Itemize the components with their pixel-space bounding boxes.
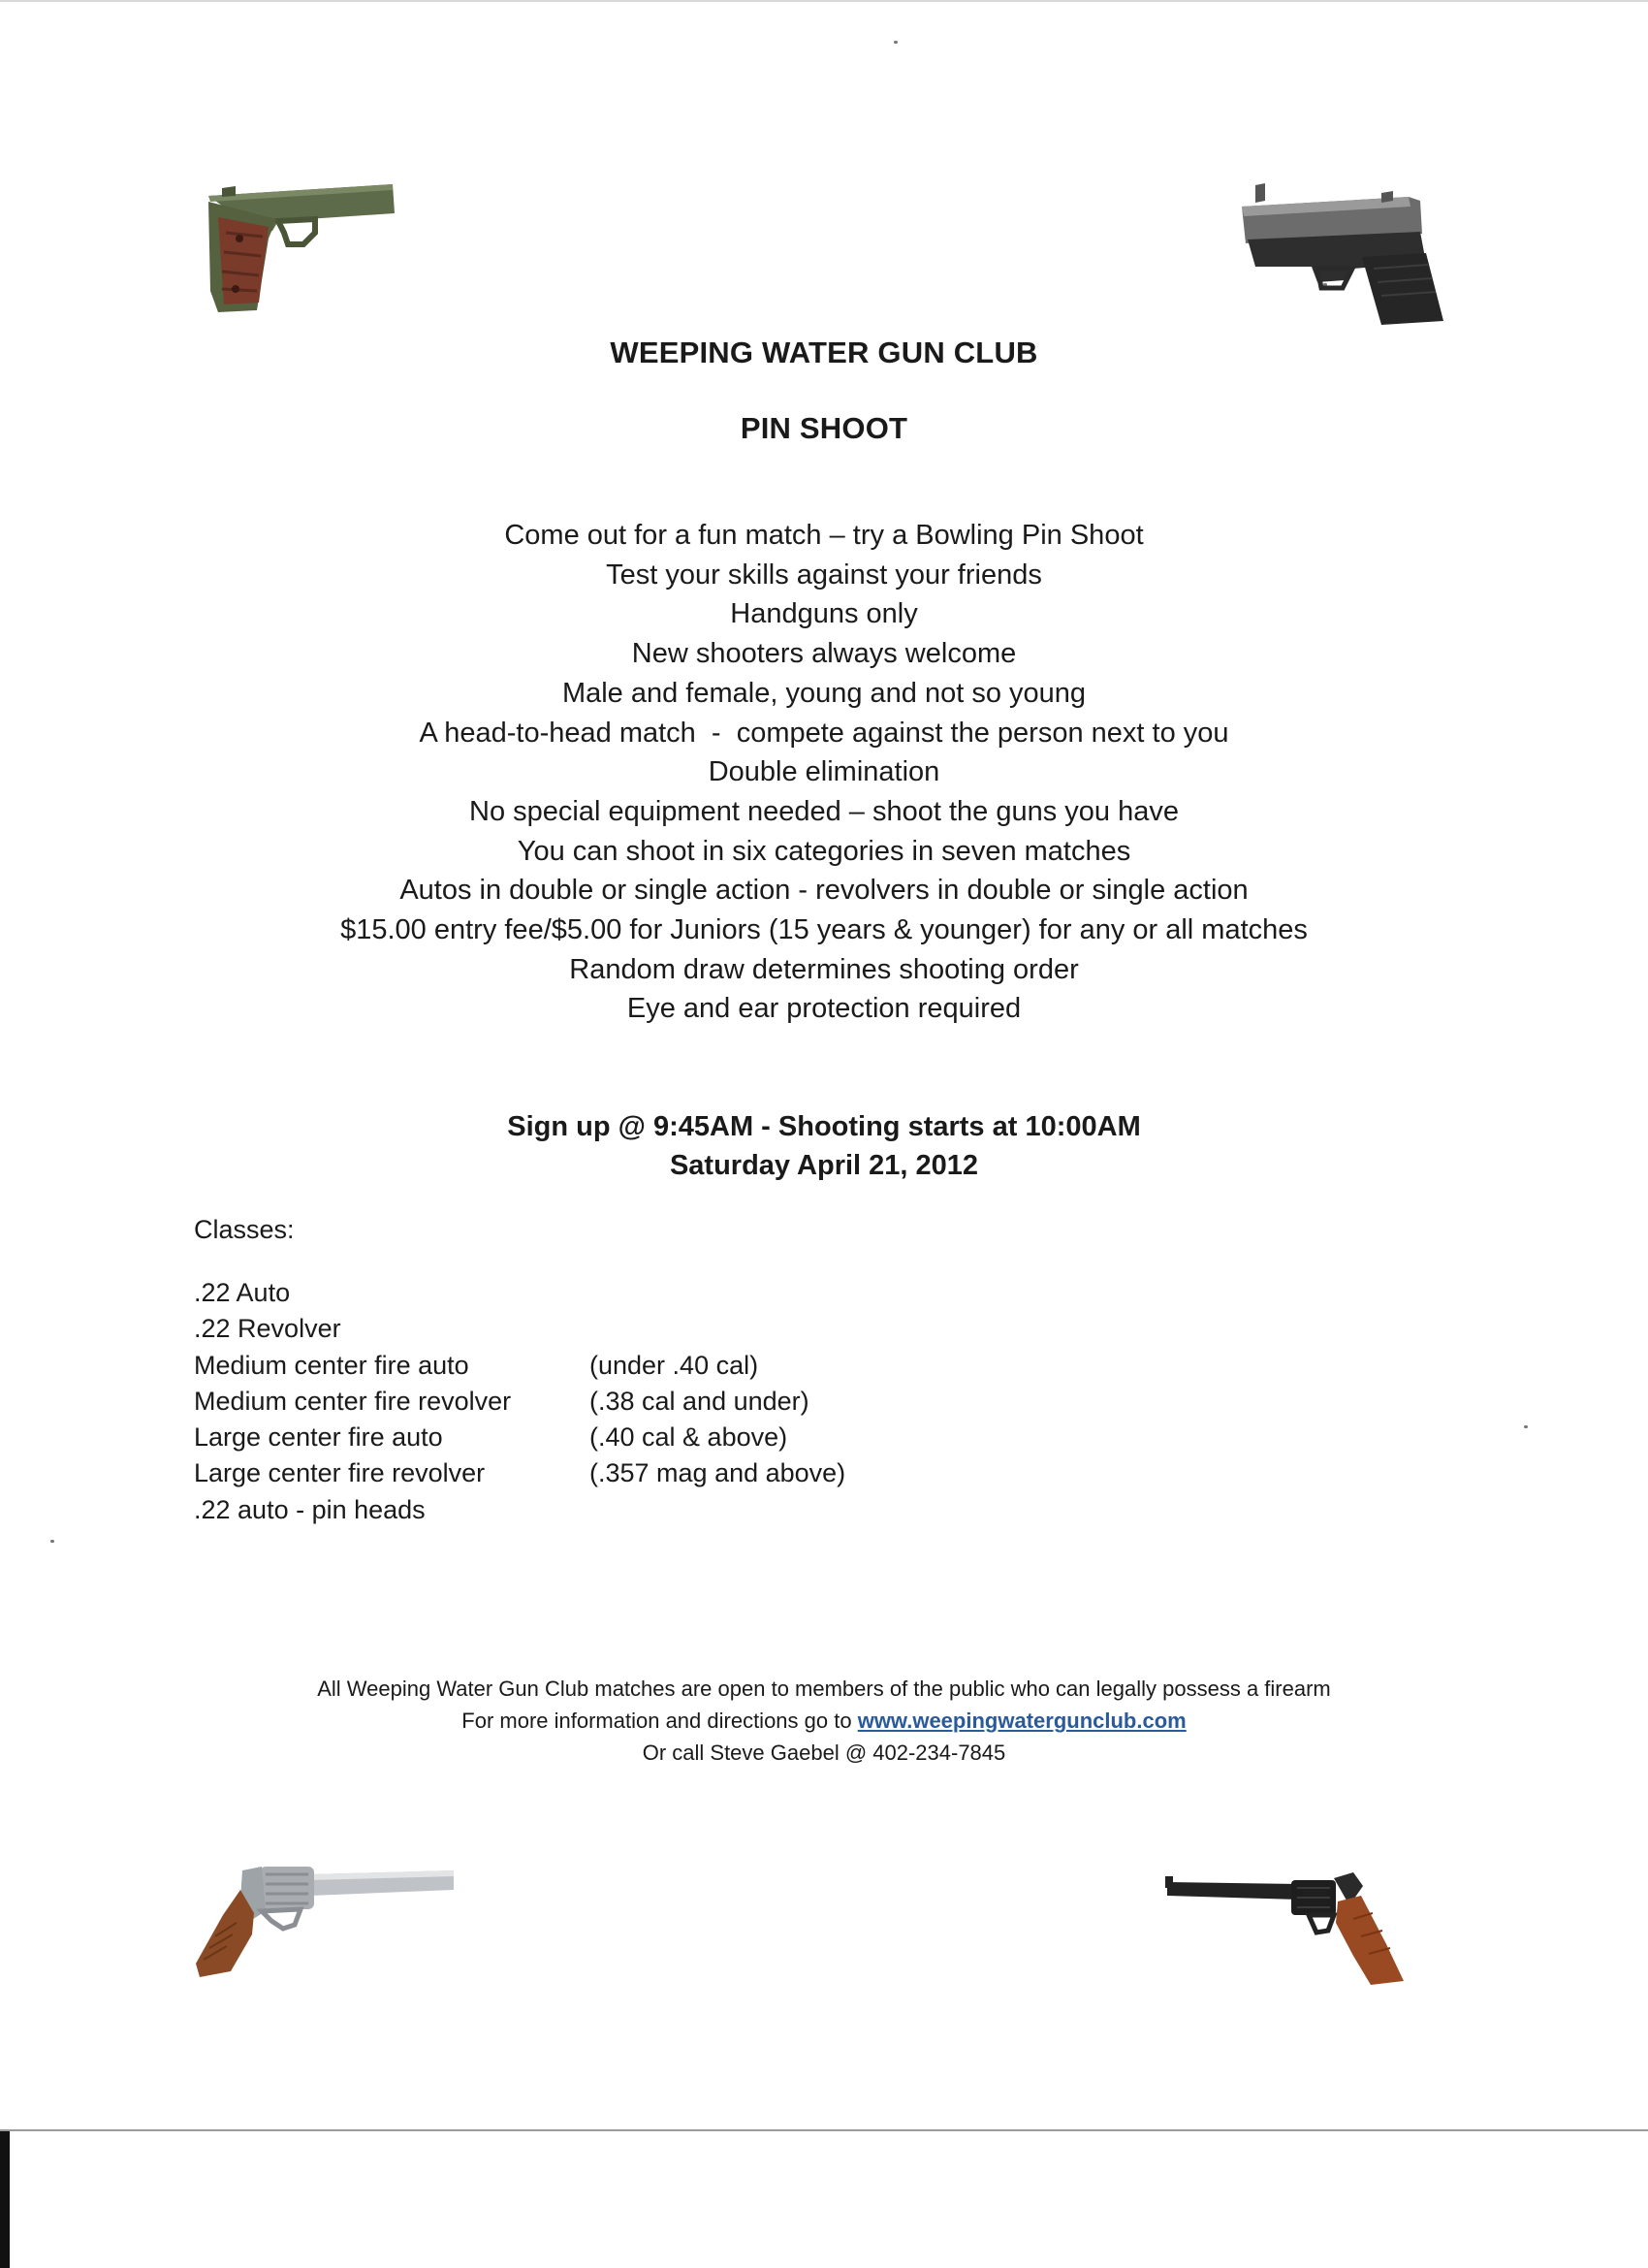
classes-heading: Classes: [194,1215,295,1244]
class-name: .22 auto - pin heads [194,1494,426,1524]
class-name: Medium center fire revolver [194,1386,512,1416]
club-website-link[interactable]: www.weepingwatergunclub.com [857,1709,1187,1733]
class-name: .22 Auto [194,1278,291,1307]
intro-line: Handguns only [730,598,918,630]
class-note: (.38 cal and under) [589,1386,809,1416]
schedule-time: Sign up @ 9:45AM - Shooting starts at 10:00AM [507,1111,1141,1142]
intro-line: Come out for a fun match – try a Bowling Pin Shoot [504,520,1144,551]
footer [0,1673,1648,1769]
footer-info [0,1705,1648,1737]
class-note: (.357 mag and above) [589,1458,846,1488]
intro-line: Random draw determines shooting order [569,953,1079,985]
scan-edge-bottom [0,2129,1648,2131]
class-item [194,1348,845,1384]
intro-line: New shooters always welcome [631,638,1017,670]
scan-speck [50,1540,54,1543]
intro-line: Eye and ear protection required [626,993,1022,1025]
pistol-1911-image [189,175,402,315]
footer-eligibility: All Weeping Water Gun Club matches are open to members of the public who can legally possess a firearm [317,1677,1331,1701]
class-item [194,1384,845,1420]
revolver-single-action-image [1163,1867,1410,1988]
class-note: (under .40 cal) [589,1350,759,1380]
class-name: Large center fire revolver [194,1458,486,1488]
footer-info-text: For more information and directions go to [461,1709,858,1733]
pistol-polymer-image [1236,179,1459,330]
class-item [194,1455,845,1491]
class-name: .22 Revolver [194,1314,341,1344]
intro-line: Male and female, young and not so young [561,677,1087,709]
intro-line: A head-to-head match - compete against the person next to you [419,717,1229,749]
classes-list [194,1275,845,1528]
class-name: Large center fire auto [194,1422,443,1453]
class-item [194,1311,845,1347]
intro-line: You can shoot in six categories in seven matches [517,835,1131,867]
revolver-wood-grip-image [194,1857,460,1983]
scan-speck [1524,1425,1528,1428]
schedule-date: Saturday April 21, 2012 [669,1150,979,1181]
scan-edge-left [0,2131,10,2268]
class-name: Medium center fire auto [194,1350,469,1380]
schedule [0,1107,1648,1185]
intro-line: Test your skills against your friends [606,559,1042,591]
scan-edge-top [0,0,1648,2]
intro-line: No special equipment needed – shoot the guns you have [469,795,1179,827]
class-item [194,1420,845,1455]
intro-line: Double elimination [708,756,940,788]
class-item [194,1275,845,1311]
intro-line: $15.00 entry fee/$5.00 for Juniors (15 years & younger) for any or all matches [340,914,1308,946]
scan-speck [894,41,898,44]
intro-line: Autos in double or single action - revolvers in double or single action [399,875,1249,907]
class-note: (.40 cal & above) [589,1422,788,1453]
footer-contact: Or call Steve Gaebel @ 402-234-7845 [642,1741,1006,1765]
intro-lines [0,516,1648,1029]
page-title: WEEPING WATER GUN CLUB [610,335,1038,369]
event-title: PIN SHOOT [740,411,908,445]
class-item [194,1492,845,1528]
